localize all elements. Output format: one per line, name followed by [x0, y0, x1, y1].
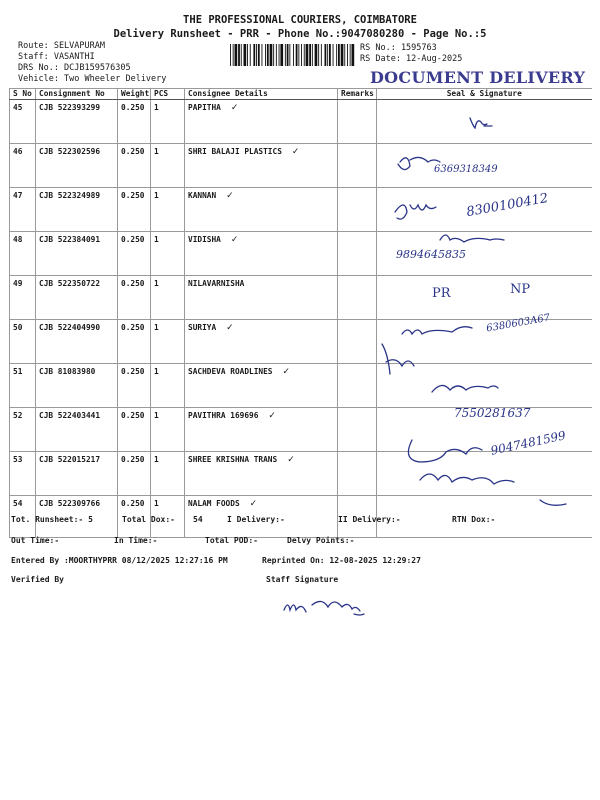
sno-cell-text: 45: [13, 103, 23, 112]
pcs-cell-text: 1: [154, 191, 159, 200]
weight-cell-text: 0.250: [121, 411, 145, 420]
pcs-cell-text: 1: [154, 499, 159, 508]
check-mark-icon: ✓: [268, 411, 276, 421]
consignment-cell-text: CJB 81083980: [39, 367, 96, 376]
sno-cell-text: 48: [13, 235, 23, 244]
col-remarks: Remarks: [338, 89, 377, 100]
consignee-cell-text: SHRI BALAJI PLASTICS: [188, 147, 282, 156]
weight-cell-text: 0.250: [121, 191, 145, 200]
consignee-cell-text: SACHDEVA ROADLINES: [188, 367, 273, 376]
col-pcs: PCS: [151, 89, 185, 100]
document-delivery-stamp: DOCUMENT DELIVERY: [370, 68, 586, 87]
consignee-cell-text: NALAM FOODS: [188, 499, 240, 508]
company-title: THE PROFESSIONAL COURIERS, COIMBATORE: [183, 14, 417, 26]
signature-47: [395, 205, 436, 219]
check-mark-icon: ✓: [291, 147, 300, 157]
sno-cell-text: 52: [13, 411, 23, 420]
col-weight: Weight: [118, 89, 151, 100]
pcs-cell-text: 1: [154, 455, 159, 464]
col-consignment: Consignment No: [36, 89, 118, 100]
weight-cell-text: 0.250: [121, 103, 145, 112]
consignee-cell-text: KANNAN: [188, 191, 217, 200]
consignee-cell-text: NILAVARNISHA: [188, 279, 245, 288]
consignee-cell-text: SURIYA: [188, 323, 217, 332]
sno-cell-text: 51: [13, 367, 23, 376]
consignment-cell-text: CJB 522384091: [39, 235, 101, 244]
rtn-dox: RTN Dox:-: [452, 515, 496, 524]
check-mark-icon: ✓: [230, 103, 239, 113]
weight-cell-text: 0.250: [121, 235, 145, 244]
signature-45: [470, 118, 492, 128]
handwritten-phone-4: 6380603A67: [485, 312, 551, 335]
col-sno: S No: [10, 89, 36, 100]
check-mark-icon: ✓: [230, 235, 239, 245]
out-time: Out Time:-: [11, 536, 60, 545]
weight-cell-text: 0.250: [121, 499, 145, 508]
pcs-cell-text: 1: [154, 323, 159, 332]
consignment-cell-text: CJB 522393299: [39, 103, 101, 112]
handwritten-mark-np: NP: [510, 282, 531, 297]
consignee-cell-text: PAPITHA: [188, 103, 221, 112]
signature-52: [432, 385, 498, 392]
signature-50: [402, 327, 472, 334]
sno-cell-text: 49: [13, 279, 23, 288]
sno-cell-text: 47: [13, 191, 23, 200]
check-mark-icon: ✓: [282, 367, 291, 377]
pcs-cell-text: 1: [154, 367, 159, 376]
delvy-points: Delvy Points:-: [287, 536, 355, 545]
i-delivery: I Delivery:-: [227, 515, 285, 524]
staff-signature: [284, 601, 364, 615]
handwritten-phone-6: 9047481599: [489, 428, 567, 458]
total-dox-value: 54: [193, 515, 203, 524]
pcs-cell-text: 1: [154, 411, 159, 420]
handwritten-mark-pr: PR: [432, 286, 451, 301]
rs-date: RS Date: 12-Aug-2025: [360, 54, 463, 64]
reprinted-on: Reprinted On: 12-08-2025 12:29:27: [262, 556, 421, 565]
check-mark-icon: ✓: [287, 455, 295, 465]
pcs-cell-text: 1: [154, 103, 159, 112]
signature-53: [408, 440, 482, 462]
consignment-cell-text: CJB 522015217: [39, 455, 101, 464]
signature-54: [420, 474, 566, 505]
consignment-cell-text: CJB 522302596: [39, 147, 101, 156]
consignment-cell-text: CJB 522404990: [39, 323, 101, 332]
consignee-cell-text: SHREE KRISHNA TRANS: [188, 455, 278, 464]
consignee-cell-text: VIDISHA: [188, 235, 221, 244]
total-dox-label: Total Dox:-: [122, 515, 175, 524]
check-mark-icon: ✓: [226, 191, 234, 201]
weight-cell-text: 0.250: [121, 455, 145, 464]
weight-cell-text: 0.250: [121, 323, 145, 332]
consignment-cell-text: CJB 522403441: [39, 411, 101, 420]
weight-cell-text: 0.250: [121, 279, 145, 288]
verified-by: Verified By: [11, 575, 64, 584]
route-label: Route: SELVAPURAM: [18, 41, 105, 51]
sno-cell-text: 50: [13, 323, 23, 332]
staff-label: Staff: VASANTHI: [18, 52, 95, 62]
signature-48: [440, 235, 504, 242]
runsheet-title: Delivery Runsheet - PRR - Phone No.:9047080280 - Page No.:5: [113, 28, 487, 40]
pcs-cell-text: 1: [154, 235, 159, 244]
rs-number: RS No.: 1595763: [360, 43, 437, 53]
drs-number: DRS No.: DCJB159576305: [18, 63, 131, 73]
col-signature: Seal & Signature: [377, 89, 592, 100]
ii-delivery: II Delivery:-: [338, 515, 401, 524]
signature-51: [382, 344, 414, 374]
total-pod: Total POD:-: [205, 536, 258, 545]
handwritten-phone-3: 9894645835: [396, 248, 466, 261]
consignment-cell-text: CJB 522309766: [39, 499, 101, 508]
pcs-cell-text: 1: [154, 147, 159, 156]
staff-signature-label: Staff Signature: [266, 575, 339, 584]
sno-cell-text: 54: [13, 499, 23, 508]
sno-cell-text: 53: [13, 455, 23, 464]
col-consignee: Consignee Details: [185, 89, 338, 100]
in-time: In Time:-: [114, 536, 158, 545]
handwritten-phone-5: 7550281637: [454, 406, 531, 420]
vehicle-label: Vehicle: Two Wheeler Delivery: [18, 74, 167, 84]
consignee-cell-text: PAVITHRA 169696: [188, 411, 259, 420]
entered-by: Entered By :MOORTHYPRR 08/12/2025 12:27:16 PM: [11, 556, 228, 565]
check-mark-icon: ✓: [249, 499, 258, 509]
handwritten-phone-2: 8300100412: [465, 190, 550, 221]
total-runsheet: Tot. Runsheet:- 5: [11, 515, 93, 524]
weight-cell-text: 0.250: [121, 147, 145, 156]
weight-cell-text: 0.250: [121, 367, 145, 376]
check-mark-icon: ✓: [226, 323, 234, 333]
sno-cell-text: 46: [13, 147, 23, 156]
consignment-cell-text: CJB 522324989: [39, 191, 101, 200]
consignment-cell-text: CJB 522350722: [39, 279, 101, 288]
pcs-cell-text: 1: [154, 279, 159, 288]
handwritten-phone-1: 6369318349: [434, 164, 498, 175]
